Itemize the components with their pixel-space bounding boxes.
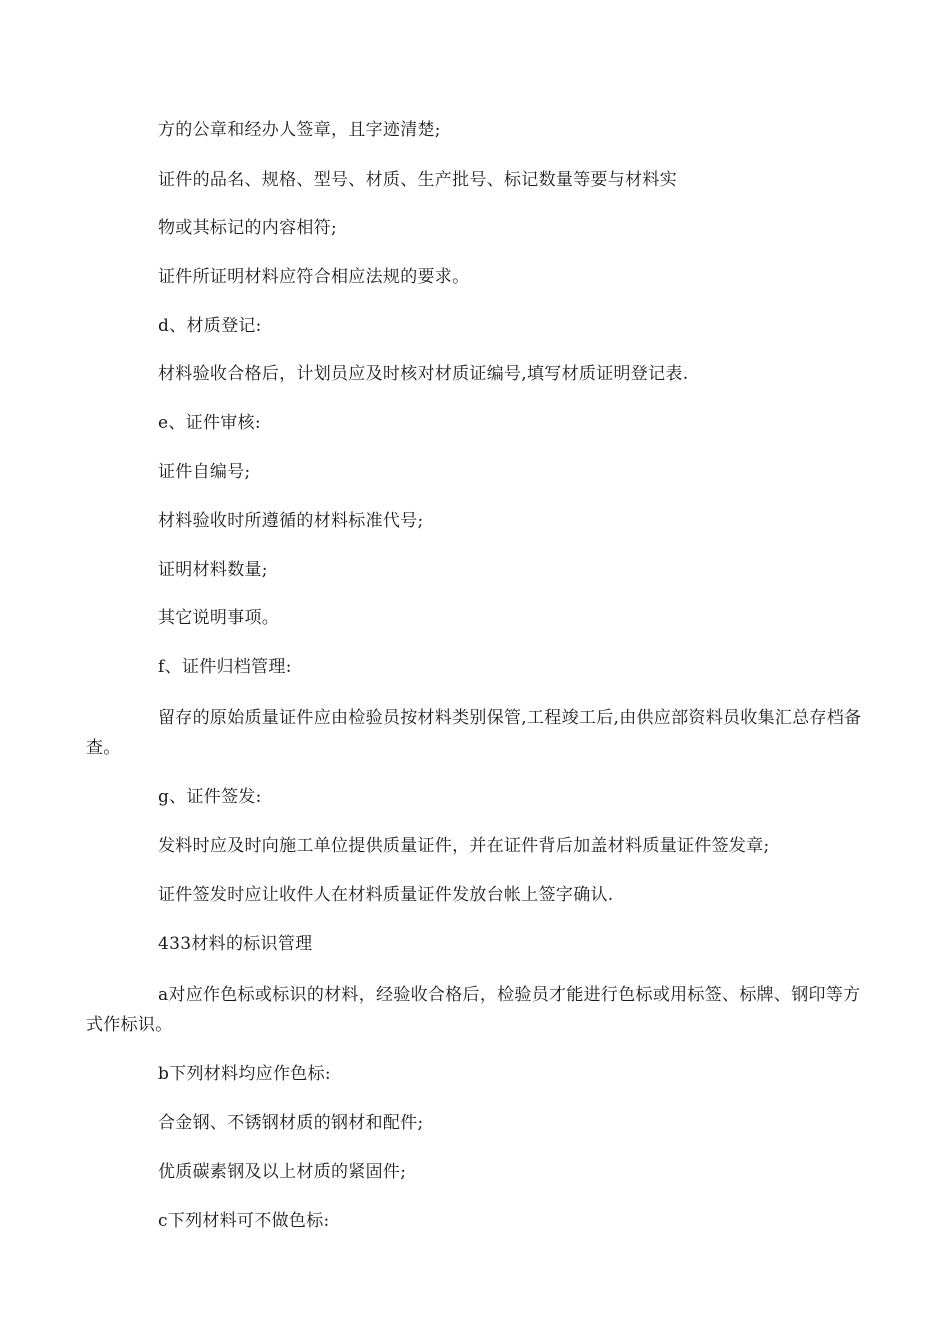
paragraph-line: 证件自编号; [158, 462, 251, 482]
section-heading-d: d、材质登记: [158, 316, 262, 336]
paragraph-line: 证件所证明材料应符合相应法规的要求。 [158, 267, 470, 287]
section-heading-f: f、证件归档管理: [158, 657, 292, 677]
section-heading-c: c下列材料可不做色标: [158, 1211, 330, 1231]
paragraph-line: 其它说明事项。 [158, 608, 280, 628]
paragraph-marking: a对应作色标或标识的材料，经验收合格后，检验员才能进行色标或用标签、标牌、钢印等方式作标识。 [86, 985, 861, 1035]
paragraph-line: 证明材料数量; [158, 560, 268, 580]
section-heading-b: b下列材料均应作色标: [158, 1064, 331, 1084]
paragraph-line: 证件签发时应让收件人在材料质量证件发放台帐上签字确认. [158, 885, 614, 905]
paragraph-line: 证件的品名、规格、型号、材质、生产批号、标记数量等要与材料实 [158, 170, 677, 190]
paragraph-line: 发料时应及时向施工单位提供质量证件，并在证件背后加盖材料质量证件签发章; [158, 836, 770, 856]
paragraph-line: 材料验收时所遵循的材料标准代号; [158, 511, 424, 531]
paragraph-line: 方的公章和经办人签章，且字迹清楚; [158, 120, 441, 140]
section-heading-e: e、证件审核: [158, 413, 261, 433]
paragraph-line: 合金钢、不锈钢材质的钢材和配件; [158, 1113, 424, 1133]
paragraph-archive: 留存的原始质量证件应由检验员按材料类别保管,工程竣工后,由供应部资料员收集汇总存档备查。 [86, 708, 862, 758]
paragraph-line: 优质碳素钢及以上材质的紧固件; [158, 1162, 407, 1182]
section-heading-g: g、证件签发: [158, 787, 262, 807]
paragraph-line: 材料验收合格后，计划员应及时核对材质证编号,填写材质证明登记表. [158, 364, 689, 384]
paragraph-line: 物或其标记的内容相符; [158, 218, 338, 238]
section-heading-433: 433材料的标识管理 [158, 934, 313, 954]
